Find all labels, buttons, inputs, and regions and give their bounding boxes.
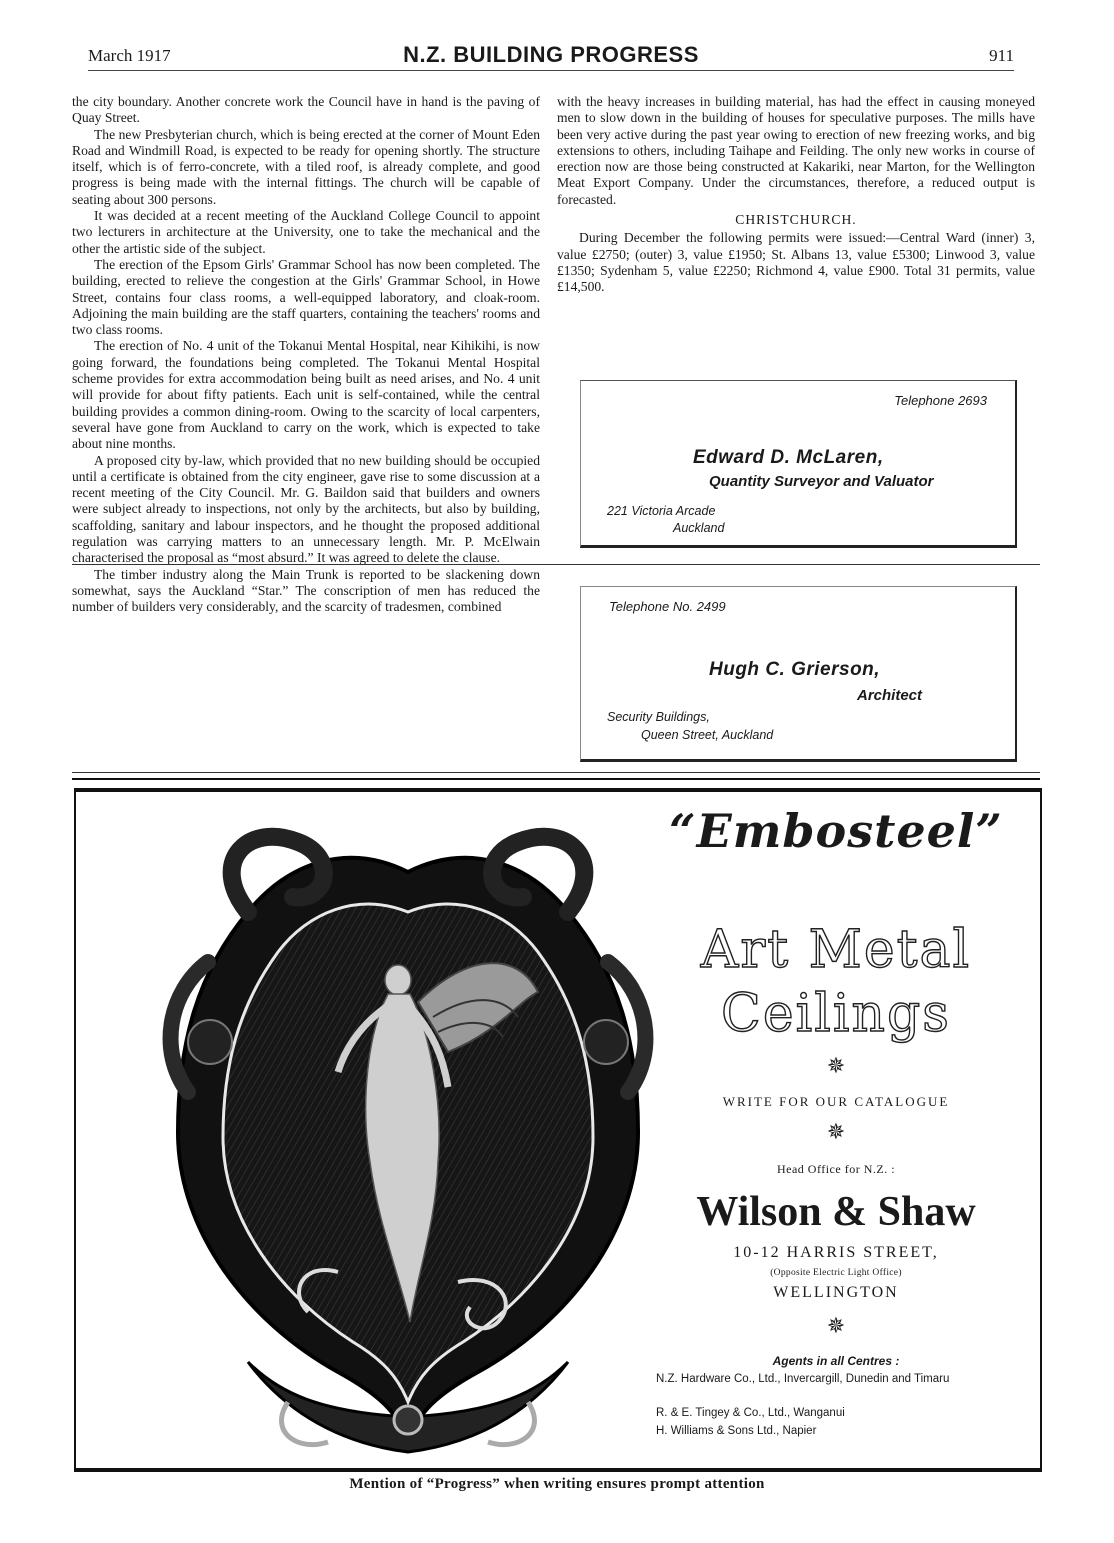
card-name: Hugh C. Grierson, (709, 659, 881, 680)
city-name: WELLINGTON (773, 1284, 899, 1301)
street-address: 10-12 HARRIS STREET, (733, 1244, 939, 1261)
agents-title: Agents in all Centres : (772, 1354, 900, 1368)
ornament-icon: ✵ (826, 1054, 846, 1079)
paragraph: The timber industry along the Main Trunk is reported to be slackening down somewhat, says the Auckland “Star.” The conscription of men has reduced the number of builders very considerably, and the scarcity of tradesmen, combined (72, 566, 540, 615)
ornament-icon: ✵ (826, 1314, 846, 1339)
card-role: Architect (857, 687, 923, 704)
section-heading: CHRISTCHURCH. (735, 212, 857, 228)
ornamental-panel-illustration (98, 802, 718, 1462)
divider (72, 772, 1040, 773)
card-address-line2: Queen Street, Auckland (641, 728, 774, 742)
card-telephone: Telephone No. 2499 (609, 599, 726, 614)
agent-entry: H. Williams & Sons Ltd., Napier (656, 1425, 817, 1437)
right-column (557, 94, 1035, 296)
issue-date: March 1917 (88, 46, 171, 65)
business-card-mclaren (580, 380, 1017, 548)
art-metal-line1: Art Metal (700, 920, 972, 980)
paragraph: The new Presbyterian church, which is being erected at the corner of Mount Eden Road and Windmill Road, is expected to be ready for opening shortly. The structure itself, which is of ferro-concrete, with a tiled roof, is already complete, and good progress is being made with the internal fittings. The church will be capable of seating about 300 persons. (72, 126, 540, 207)
header-rule (88, 70, 1014, 71)
card-address-line2: Auckland (673, 521, 725, 535)
business-card-grierson (580, 586, 1017, 762)
advert-text-panel (636, 792, 1036, 1462)
company-name: Wilson & Shaw (696, 1189, 976, 1235)
agent-entry: N.Z. Hardware Co., Ltd., Invercargill, Dunedin and Timaru (656, 1373, 950, 1385)
paragraph: A proposed city by-law, which provided that no new building should be occupied until a certificate is obtained from the city engineer, gave rise to some discussion at a recent meeting of the City Council. Mr. G. Baildon said that builders and owners were subject already to inspections, not only by the architects, but also by building, scaffolding, sanitary and labour inspectors, and he thought the proposed additional regulation was carrying matters to an unnecessary length. Mr. P. McElwain characterised the proposal as “most absurd.” It was agreed to delete the clause. (72, 452, 540, 566)
embosteel-advertisement (74, 788, 1042, 1472)
divider (72, 778, 1040, 780)
ornament-icon: ✵ (826, 1120, 846, 1145)
footer-note: Mention of “Progress” when writing ensures prompt attention (349, 1476, 765, 1492)
card-role: Quantity Surveyor and Valuator (709, 473, 934, 490)
journal-title: N.Z. BUILDING PROGRESS (403, 42, 699, 67)
art-metal-heading (636, 918, 1036, 1046)
left-column (72, 94, 540, 616)
card-address-line1: 221 Victoria Arcade (607, 504, 716, 518)
card-name: Edward D. McLaren, (693, 447, 884, 468)
card-telephone: Telephone 2693 (894, 393, 987, 408)
opposite-note: (Opposite Electric Light Office) (770, 1268, 902, 1278)
paragraph: The erection of the Epsom Girls' Grammar School has now been completed. The building, erected to relieve the congestion at the Girls' Grammar School, in Howe Street, contains four class rooms, a well-equipped laboratory, and cloak-room. Adjoining the main building are the staff quarters, containing the teachers' rooms and two class rooms. (72, 256, 540, 338)
card-address-line1: Security Buildings, (607, 710, 710, 724)
head-office-label: Head Office for N.Z. : (776, 1162, 896, 1176)
page-number: 911 (989, 46, 1014, 65)
page-header (88, 42, 1014, 72)
embosteel-brand: “Embosteel” (669, 804, 1003, 858)
art-metal-line2: Ceilings (721, 984, 951, 1044)
paragraph: It was decided at a recent meeting of the Auckland College Council to appoint two lecturers in architecture at the University, one to take the mechanical and the other the artistic side of the subject. (72, 208, 540, 256)
catalogue-line: WRITE FOR OUR CATALOGUE (722, 1094, 950, 1109)
paragraph: During December the following permits were issued:—Central Ward (inner) 3, value £2750; (outer) 3, value £1950; St. Albans 13, value £5300; Linwood 3, value £1350; Sydenham 5, value £2250; Richmond 4, value £900. Total 31 permits, value £14,500. (557, 230, 1035, 295)
paragraph: the city boundary. Another concrete work the Council have in hand is the paving of Quay Street. (72, 94, 540, 126)
paragraph: The erection of No. 4 unit of the Tokanui Mental Hospital, near Kihikihi, is now going forward, the foundations being completed. The Tokanui Mental Hospital scheme provides for extra accommodation being built as need arises, and No. 4 unit will provide for about fifty patients. Each unit is self-contained, while the central building provides a common dining-room. Owing to the scarcity of local carpenters, several have gone from Auckland to carry on the work, which is expected to take about nine months. (72, 338, 540, 452)
paragraph: with the heavy increases in building material, has had the effect in causing moneyed men to slow down in the building of houses for speculative purposes. The mills have been very active during the past year owing to erection of new freezing works, and big extensions to others, including Taihape and Feilding. The only new works in course of erection now are those being constructed at Kakariki, near Marton, for the Wellington Meat Export Company. Under the circumstances, therefore, a reduced output is forecasted. (557, 94, 1035, 207)
agent-entry: R. & E. Tingey & Co., Ltd., Wanganui (656, 1407, 845, 1419)
divider (72, 564, 1040, 565)
